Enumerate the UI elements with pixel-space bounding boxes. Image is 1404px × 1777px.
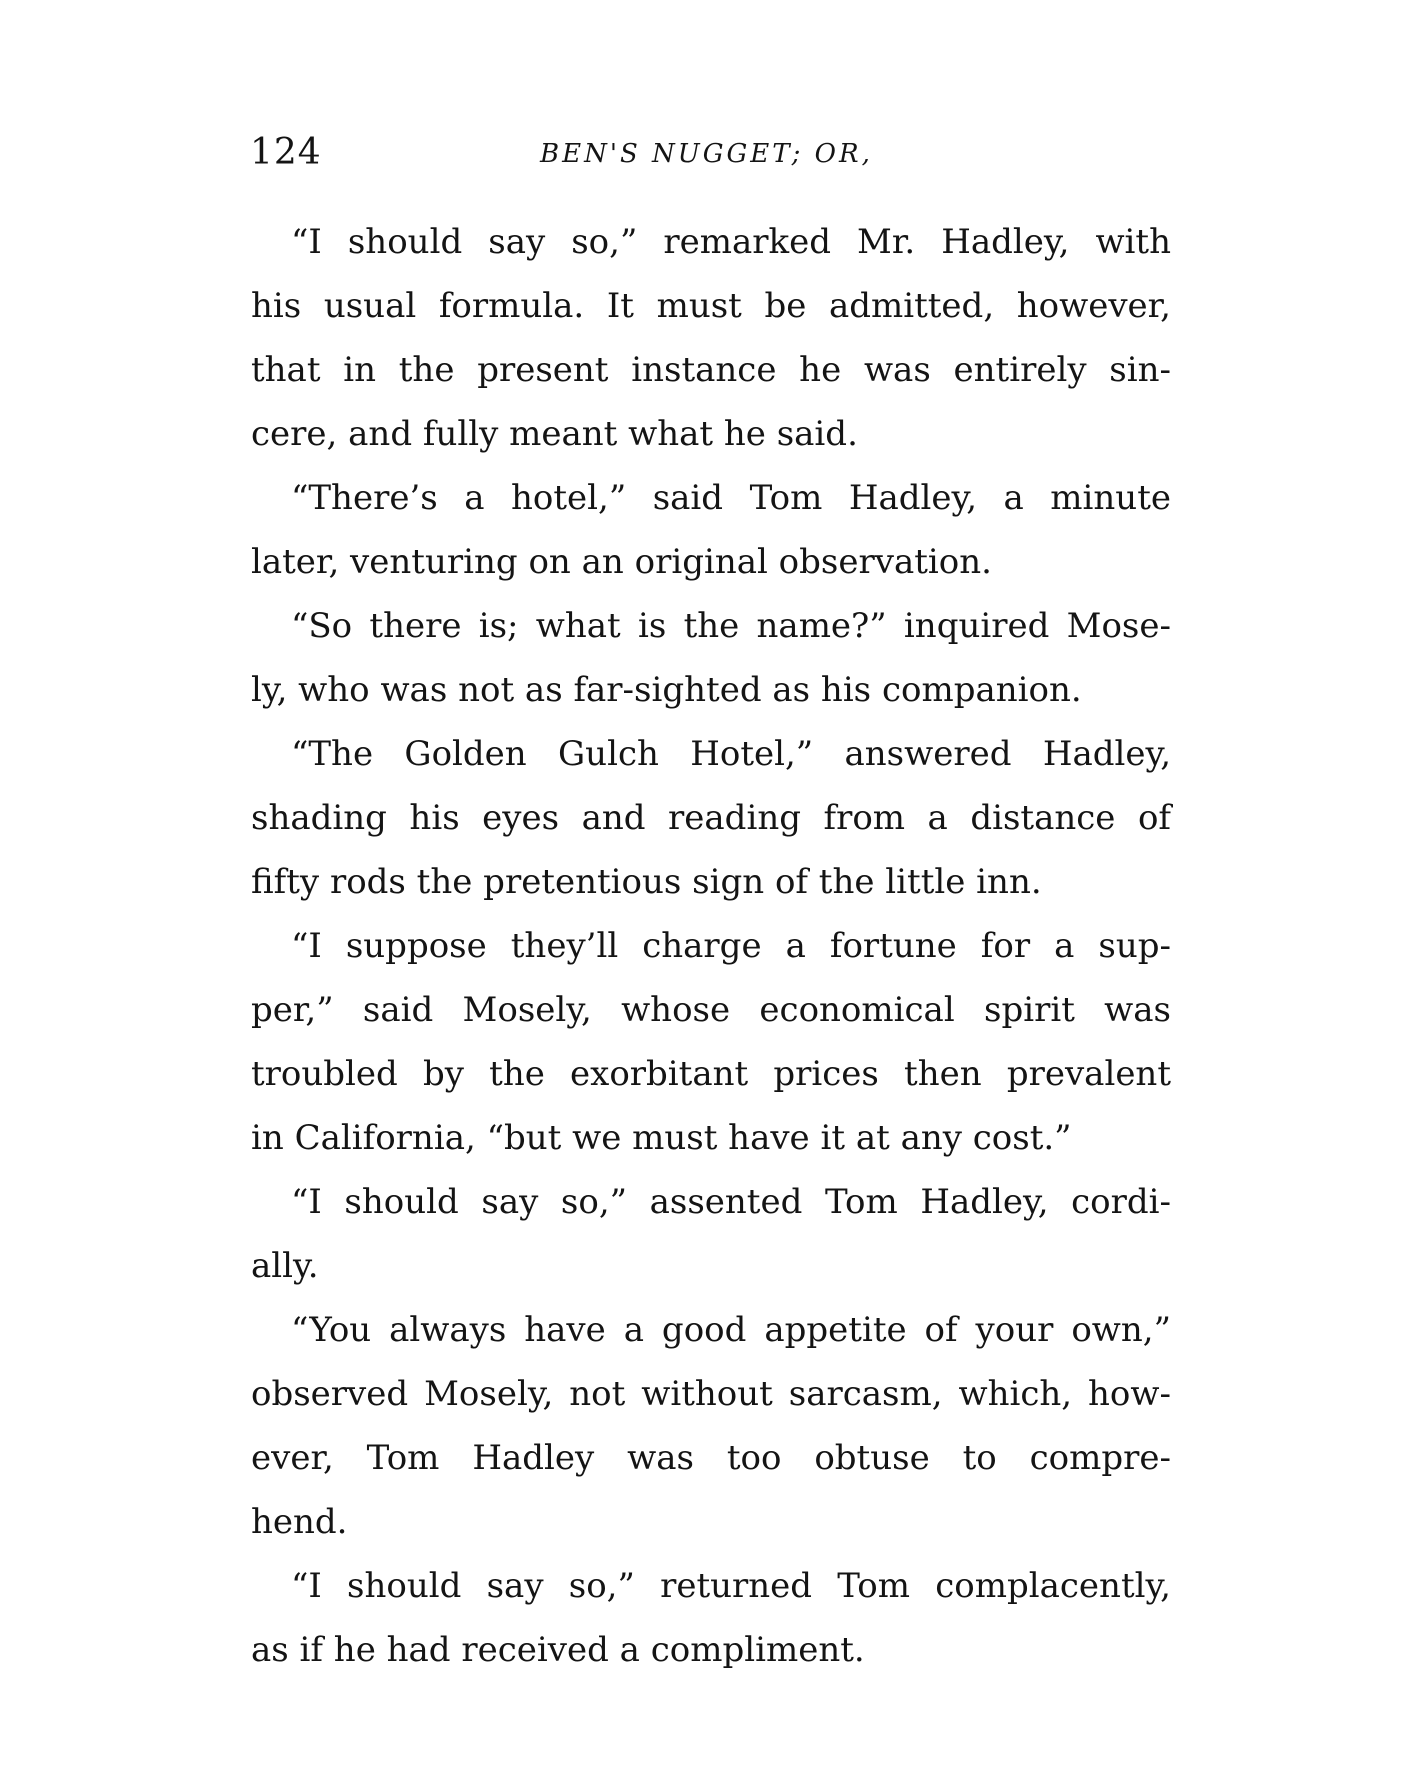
text-line: in California, “but we must have it at any cost.” <box>251 1118 1072 1158</box>
text-line: shading his eyes and reading from a distance of <box>251 798 1171 838</box>
text-line: “So there is; what is the name?” inquired Mose- <box>291 606 1171 646</box>
text-line: troubled by the exorbitant prices then prevalent <box>251 1054 1171 1094</box>
text-line: per,” said Mosely, whose economical spirit was <box>251 990 1171 1030</box>
page-header <box>250 128 1170 178</box>
text-line: “There’s a hotel,” said Tom Hadley, a minute <box>291 478 1171 518</box>
running-head: BEN'S NUGGET; OR, <box>540 139 873 169</box>
text-line: ever, Tom Hadley was too obtuse to compre- <box>251 1438 1171 1478</box>
body-text <box>251 210 1171 1682</box>
text-line: “You always have a good appetite of your own,” <box>291 1310 1171 1350</box>
text-line: fifty rods the pretentious sign of the little inn. <box>251 862 1042 902</box>
text-line: cere, and fully meant what he said. <box>251 414 858 454</box>
text-line: hend. <box>251 1502 348 1542</box>
text-line: “I should say so,” returned Tom complacently, <box>291 1566 1171 1606</box>
text-line: “I suppose they’ll charge a fortune for a sup- <box>291 926 1171 966</box>
text-line: his usual formula. It must be admitted, however, <box>251 286 1171 326</box>
text-line: as if he had received a compliment. <box>251 1630 865 1670</box>
text-line: that in the present instance he was entirely sin- <box>251 350 1171 390</box>
text-line: ly, who was not as far-sighted as his companion. <box>251 670 1082 710</box>
text-line: “The Golden Gulch Hotel,” answered Hadley, <box>291 734 1171 774</box>
text-line: observed Mosely, not without sarcasm, which, how- <box>251 1374 1171 1414</box>
page-number: 124 <box>250 132 322 173</box>
text-line: “I should say so,” remarked Mr. Hadley, with <box>291 222 1171 262</box>
text-line: “I should say so,” assented Tom Hadley, cordi- <box>291 1182 1171 1222</box>
text-line: later, venturing on an original observation. <box>251 542 992 582</box>
text-line: ally. <box>251 1246 319 1286</box>
